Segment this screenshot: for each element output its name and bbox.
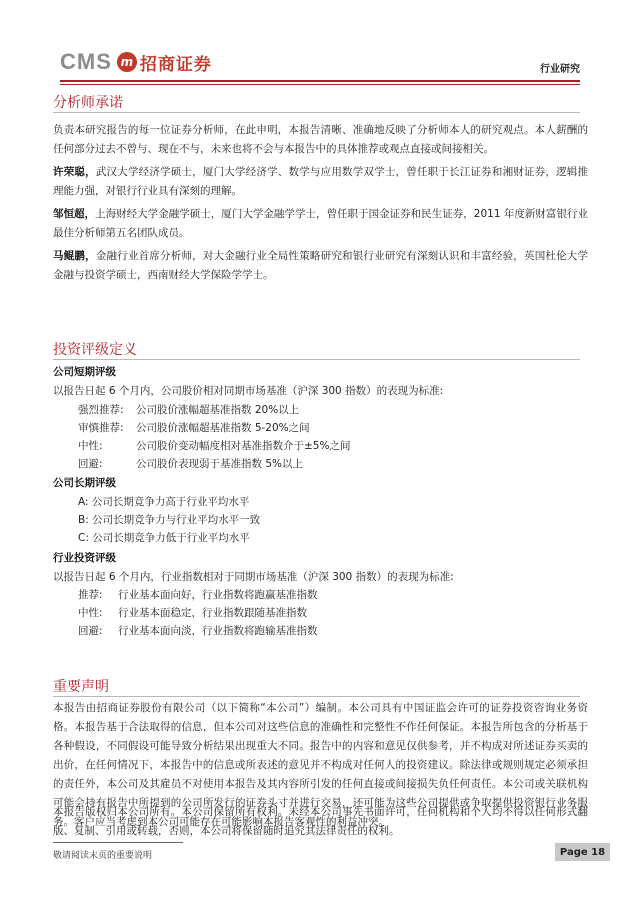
analyst-bio-2 (53, 205, 588, 243)
industry-rating-intro: 以报告日起 6 个月内，行业指数相对于同期市场基准（沪深 300 指数）的表现为标准: (53, 571, 454, 583)
header-divider-thin (60, 84, 580, 85)
analyst-bio-text: 金融行业首席分析师，对大金融行业全局性策略研究和银行业研究有深刻认识和丰富经验，英国杜伦大学金融与投资学硕士，西南财经大学保险学学士。 (53, 250, 589, 281)
long-term-row: B: 公司长期竞争力与行业平均水平一致 (78, 514, 261, 526)
analyst-name: 马鲲鹏， (53, 250, 96, 262)
section-divider (53, 112, 580, 113)
industry-row (78, 587, 318, 602)
section-title-disclaimer: 重要声明 (53, 679, 109, 695)
footer-note: 敬请阅读末页的重要说明 (53, 851, 153, 861)
logo-chinese: 招商证券 (139, 54, 212, 75)
short-term-rating-heading: 公司短期评级 (53, 366, 116, 378)
long-term-rating-heading: 公司长期评级 (53, 477, 116, 489)
rating-label: 审慎推荐: (78, 422, 124, 434)
rating-desc: 公司股价涨幅超基准指数 5-20%之间 (136, 422, 310, 434)
analyst-name: 邹恒超， (53, 208, 96, 220)
rating-label: 推荐: (78, 589, 103, 601)
disclaimer-paragraph-2: 本报告版权归本公司所有。本公司保留所有权利。未经本公司事先书面许可，任何机构和个人均不得以任何形式翻版、复制、引用或转载，否则，本公司将保留随时追究其法律责任的权利。 (53, 806, 588, 837)
rating-label: 回避: (78, 458, 103, 470)
analyst-name: 许荣聪， (53, 166, 96, 178)
short-term-rating-intro: 以报告日起 6 个月内，公司股价相对同期市场基准（沪深 300 指数）的表现为标准: (53, 385, 444, 397)
rating-label: 中性: (78, 607, 103, 619)
rating-label: 强烈推荐: (78, 404, 124, 416)
header-divider (60, 80, 580, 82)
rating-desc: 公司股价表现弱于基准指数 5%以上 (136, 458, 303, 470)
long-term-row: C: 公司长期竞争力低于行业平均水平 (78, 532, 250, 544)
cms-logo (60, 49, 212, 75)
page-number-badge: Page 18 (555, 843, 610, 861)
rating-desc: 行业基本面稳定，行业指数跟随基准指数 (118, 607, 307, 619)
report-category: 行业研究 (540, 64, 580, 75)
rating-desc: 公司股价变动幅度相对基准指数介于±5%之间 (136, 440, 351, 452)
section-title-rating: 投资评级定义 (53, 342, 137, 358)
section-divider (53, 696, 580, 697)
rating-desc: 公司股价涨幅超基准指数 20%以上 (136, 404, 300, 416)
analyst-bio-1 (53, 163, 588, 201)
logo-latin: CMS (60, 49, 112, 74)
rating-row (78, 420, 310, 435)
footer-divider (53, 842, 183, 843)
analyst-bio-text: 武汉大学经济学硕士，厦门大学经济学、数学与应用数学双学士，曾任职于长江证券和湘财证券，逻辑推理能力强，对银行行业具有深刻的理解。 (53, 166, 589, 197)
rating-row (78, 456, 303, 471)
logo-badge-icon: m (117, 52, 137, 72)
disclaimer-paragraph-1: 本报告由招商证券股份有限公司（以下简称“本公司”）编制。本公司具有中国证监会许可的证券投资咨询业务资格。本报告基于合法取得的信息，但本公司对这些信息的准确性和完整性不作任何保证。本报告所包含的分析基于各种假设，不同假设可能导致分析结果出现重大不同。报告中的内容和意见仅供参考，并不构成对所述证券买卖的出价，在任何情况下，本报告中的信息或所表述的意见并不构成对任何人的投资建议。除法律或规则规定必须承担的责任外，本公司及其雇员不对使用本报告及其内容所引发的任何直接或间接损失负任何责任。本公司或关联机构可能会持有报告中所提到的公司所发行的证券头寸并进行交易，还可能为这些公司提供或争取提供投资银行业务服务。客户应当考虑到本公司可能存在可能影响本报告客观性的利益冲突。 (53, 702, 588, 828)
industry-rating-heading: 行业投资评级 (53, 552, 116, 564)
industry-row (78, 605, 307, 620)
section-title-analyst: 分析师承诺 (53, 95, 123, 111)
long-term-row: A: 公司长期竞争力高于行业平均水平 (78, 496, 250, 508)
analyst-bio-text: 上海财经大学金融学硕士，厦门大学金融学学士，曾任职于国金证券和民生证券，2011 年度新财富银行业最佳分析师第五名团队成员。 (53, 208, 588, 239)
rating-desc: 行业基本面向好，行业指数将跑赢基准指数 (118, 589, 318, 601)
rating-row (78, 402, 299, 417)
rating-label: 回避: (78, 625, 103, 637)
analyst-statement: 负责本研究报告的每一位证券分析师，在此申明，本报告清晰、准确地反映了分析师本人的研究观点。本人薪酬的任何部分过去不曾与、现在不与，未来也将不会与本报告中的具体推荐或观点直接或间接相关。 (53, 124, 588, 155)
rating-label: 中性: (78, 440, 103, 452)
rating-desc: 行业基本面向淡，行业指数将跑输基准指数 (118, 625, 318, 637)
industry-row (78, 623, 318, 638)
analyst-bio-3 (53, 247, 588, 285)
rating-row (78, 438, 350, 453)
section-divider (53, 359, 580, 360)
page-header (0, 38, 640, 78)
